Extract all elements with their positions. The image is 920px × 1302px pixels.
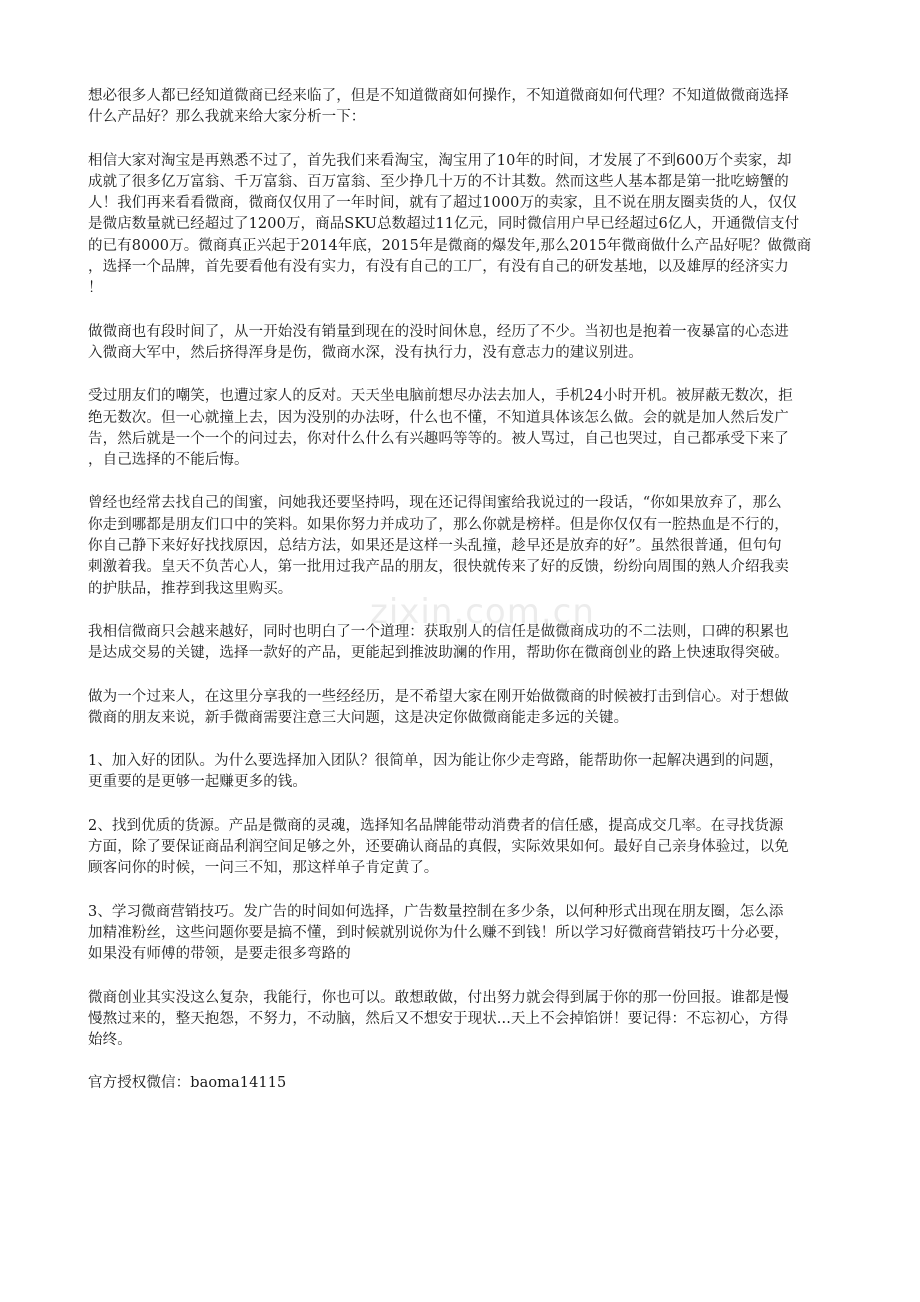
text-line: 成就了很多亿万富翁、千万富翁、百万富翁、至少挣几十万的不计其数。然而这些人基本都是第一批吃螃蟹的 <box>88 173 789 190</box>
watermark: zixin.com.cn <box>370 592 595 632</box>
paragraph <box>88 988 832 1052</box>
text-line: 做为一个过来人，在这里分享我的一些经经历，是不希望大家在刚开始做微商的时候被打击到信心。对于想做 <box>88 688 789 705</box>
text-line: 受过朋友们的嘲笑，也遭过家人的反对。天天坐电脑前想尽办法去加人，手机24小时开机。被屏蔽无数次，拒 <box>88 388 793 405</box>
text-line: 微商的朋友来说，新手微商需要注意三大问题，这是决定你做微商能走多远的关键。 <box>88 709 629 726</box>
text-line: 顾客问你的时候，一问三不知，那这样单子肯定黄了。 <box>88 860 439 877</box>
text-line: 更重要的是更够一起赚更多的钱。 <box>88 774 307 791</box>
text-line: 微商创业其实没这么复杂，我能行，你也可以。敢想敢做，付出努力就会得到属于你的那一份回报。谁都是慢 <box>88 989 789 1006</box>
paragraph <box>88 493 832 599</box>
text-line: 官方授权微信：baoma14115 <box>88 1075 287 1092</box>
paragraph <box>88 86 832 129</box>
text-line: 1、加入好的团队。为什么要选择加入团队？很简单，因为能让你少走弯路，能帮助你一起解决遇到的问题， <box>88 753 784 770</box>
text-line: 曾经也经常去找自己的闺蜜，问她我还要坚持吗，现在还记得闺蜜给我说过的一段话，“你如果放弃了，那么 <box>88 495 782 512</box>
paragraph <box>88 151 832 300</box>
paragraph <box>88 322 832 365</box>
text-line: 是微店数量就已经超过了1200万，商品SKU总数超过11亿元，同时微信用户早已经超过6亿人，开通微信支付 <box>88 216 800 233</box>
text-line: 始终。 <box>88 1032 132 1049</box>
text-line: 是达成交易的关键，选择一款好的产品，更能起到推波助澜的作用，帮助你在微商创业的路上快速取得突破。 <box>88 645 789 662</box>
text-line: 想必很多人都已经知道微商已经来临了，但是不知道微商如何操作，不知道微商如何代理？不知道做微商选择 <box>88 88 789 104</box>
text-line: ！ <box>88 280 103 297</box>
paragraph <box>88 687 832 730</box>
text-line: 方面，除了要保证商品利润空间足够之外，还要确认商品的真假，实际效果如何。最好自己亲身体验过，以免 <box>88 839 789 856</box>
text-line: 加精准粉丝，这些问题你要是搞不懂，到时候就别说你为什么赚不到钱！所以学习好微商营销技巧十分必要， <box>88 924 789 941</box>
paragraph <box>88 902 832 966</box>
paragraph <box>88 1073 832 1094</box>
text-line: 做微商也有段时间了，从一开始没有销量到现在的没时间休息，经历了不少。当初也是抱着一夜暴富的心态进 <box>88 323 789 340</box>
text-line: 入微商大军中，然后挤得浑身是伤，微商水深，没有执行力，没有意志力的建议别进。 <box>88 344 643 361</box>
text-line: ，选择一个品牌，首先要看他有没有实力，有没有自己的工厂，有没有自己的研发基地，以及雄厚的经济实力 <box>88 259 789 276</box>
text-line: 如果没有师傅的带领，是要走很多弯路的 <box>88 946 351 963</box>
text-line: ，自己选择的不能后悔。 <box>88 452 249 469</box>
text-line: 绝无数次。但一心就撞上去，因为没别的办法呀，什么也不懂，不知道具体该怎么做。会的就是加人然后发广 <box>88 409 789 426</box>
text-line: 3、学习微商营销技巧。发广告的时间如何选择，广告数量控制在多少条，以何种形式出现在朋友圈，怎么添 <box>88 903 784 920</box>
text-line: 你走到哪都是朋友们口中的笑料。如果你努力并成功了，那么你就是榜样。但是你仅仅有一腔热血是不行的， <box>88 516 789 533</box>
text-line: 我相信微商只会越来越好，同时也明白了一个道理：获取别人的信任是做微商成功的不二法则，口碑的积累也 <box>88 623 789 640</box>
text-line: 刺激着我。皇天不负苦心人，第一批用过我产品的朋友，很快就传来了好的反馈，纷纷向周围的熟人介绍我卖 <box>88 559 789 576</box>
text-line: 的护肤品，推荐到我这里购买。 <box>88 580 293 597</box>
text-line: 你自己静下来好好找找原因，总结方法，如果还是这样一头乱撞，趁早还是放弃的好”。虽然很普通，但句句 <box>88 538 782 555</box>
text-line: 的已有8000万。微商真正兴起于2014年底，2015年是微商的爆发年,那么2015年微商做什么产品好呢？做微商 <box>88 237 812 254</box>
text-line: 2、找到优质的货源。产品是微商的灵魂，选择知名品牌能带动消费者的信任感，提高成交几率。在寻找货源 <box>88 817 784 834</box>
text-line: 相信大家对淘宝是再熟悉不过了，首先我们来看淘宝，淘宝用了10年的时间，才发展了不到600万个卖家，却 <box>88 152 792 169</box>
paragraph <box>88 751 832 794</box>
paragraph <box>88 816 832 880</box>
text-line: 什么产品好？那么我就来给大家分析一下： <box>88 109 366 126</box>
text-line: 慢熬过来的，整天抱怨，不努力，不动脑，然后又不想安于现状...天上不会掉馅饼！要记得：不忘初心，方得 <box>88 1010 789 1027</box>
document-body <box>88 86 832 1117</box>
paragraph <box>88 386 832 471</box>
text-line: 告，然后就是一个一个的问过去，你对什么什么有兴趣吗等等的。被人骂过，自己也哭过，自己都承受下来了 <box>88 430 789 447</box>
paragraph <box>88 622 832 665</box>
text-line: 人！我们再来看看微商，微商仅仅用了一年时间，就有了超过1000万的卖家，且不说在朋友圈卖货的人，仅仅 <box>88 195 797 212</box>
